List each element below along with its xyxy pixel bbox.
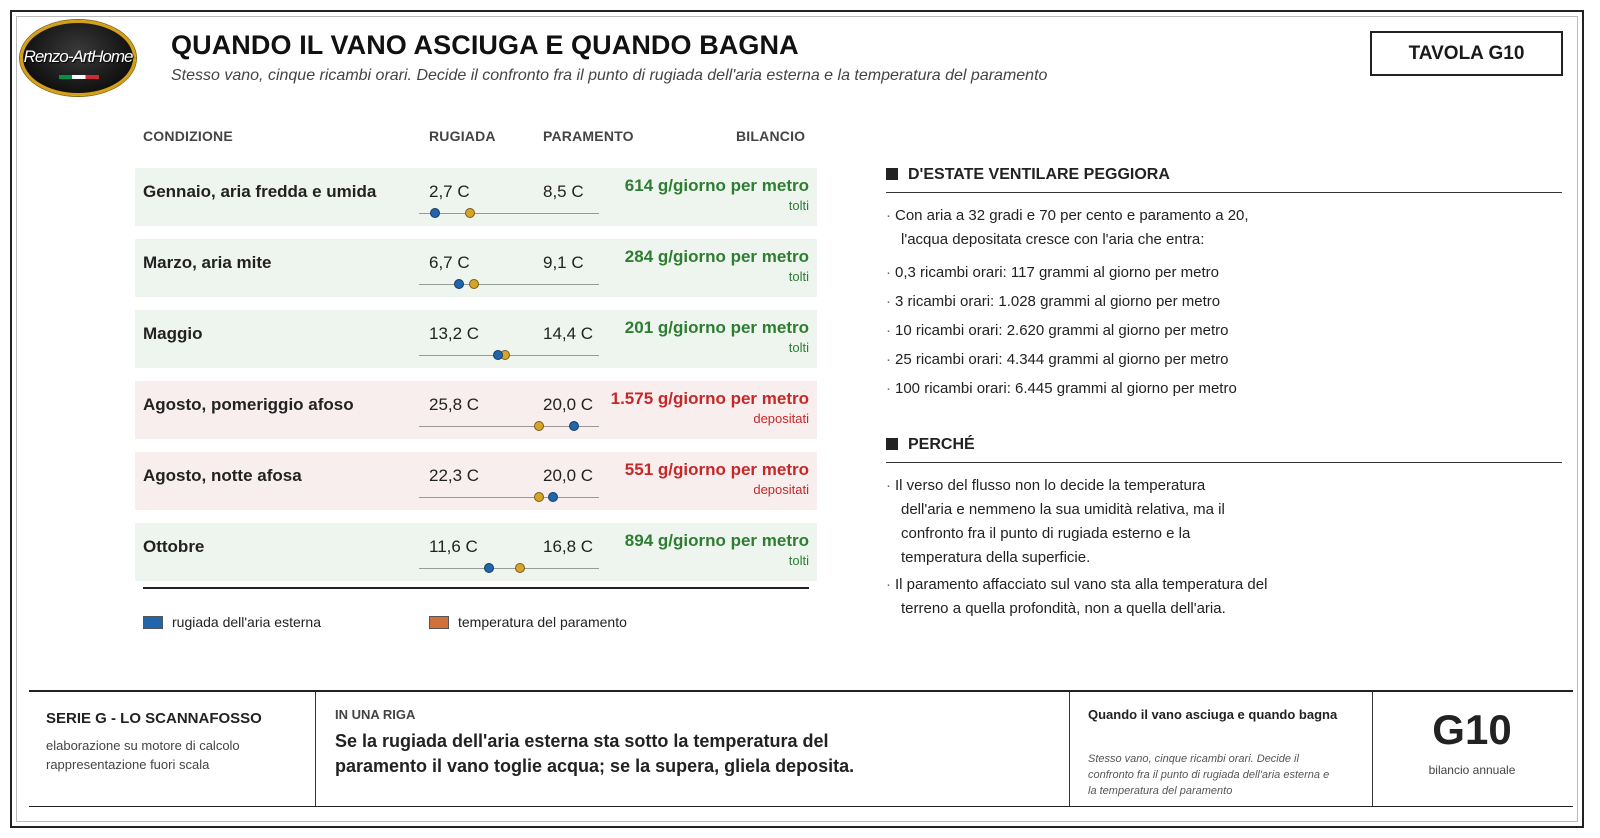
row-balance: 551 g/giorno per metro	[624, 460, 809, 479]
why-paragraph-line: · Il paramento affacciato sul vano sta alla temperatura del	[886, 576, 1268, 593]
wall-temperature-dot	[534, 421, 544, 431]
footer-note-2: rappresentazione fuori scala	[46, 757, 210, 772]
why-heading-text: PERCHÉ	[908, 436, 975, 453]
table-row	[135, 381, 817, 439]
page-title: QUANDO IL VANO ASCIUGA E QUANDO BAGNA	[171, 30, 799, 60]
page-subtitle: Stesso vano, cinque ricambi orari. Decide il confronto fra il punto di rugiada dell'aria esterna e la temperatura del paramento	[171, 67, 1048, 84]
wall-temperature-dot	[465, 208, 475, 218]
wall-temperature-dot	[515, 563, 525, 573]
footer-bottom-rule	[29, 806, 1573, 807]
wall-temperature-dot	[469, 279, 479, 289]
row-balance: 614 g/giorno per metro	[624, 176, 809, 195]
footer-riga-heading: IN UNA RIGA	[335, 707, 416, 722]
row-label: Agosto, notte afosa	[143, 466, 302, 485]
list-item: · 0,3 ricambi orari: 117 grammi al giorno per metro	[886, 264, 1220, 281]
table-row	[135, 239, 817, 297]
footer-riga-text: Se la rugiada dell'aria esterna sta sotto la temperatura del paramento il vano toglie acqua; se la supera, gliela deposita.	[335, 731, 855, 776]
why-paragraph-line: dell'aria e nemmeno la sua umidità relativa, ma il	[901, 501, 1225, 518]
table-row	[135, 168, 817, 226]
row-label: Maggio	[143, 324, 203, 343]
square-bullet-icon	[886, 438, 898, 450]
footer-series: SERIE G - LO SCANNAFOSSO	[46, 710, 262, 727]
footer-code: G10	[1432, 706, 1512, 753]
row-dew-value: 22,3 C	[429, 466, 480, 485]
row-balance-note: depositati	[753, 411, 809, 426]
flag-stripe-icon	[59, 75, 99, 79]
footer-divider	[315, 692, 316, 806]
why-rule	[886, 462, 1562, 463]
column-header-wall: PARAMENTO	[543, 128, 634, 144]
row-wall-value: 9,1 C	[543, 253, 584, 272]
list-item: · 100 ricambi orari: 6.445 grammi al giorno per metro	[886, 380, 1237, 397]
legend-swatch-dew	[143, 616, 163, 629]
why-paragraph-line: · Il verso del flusso non lo decide la temperatura	[886, 477, 1206, 494]
footer-note-1: elaborazione su motore di calcolo	[46, 738, 240, 753]
row-balance-note: depositati	[753, 482, 809, 497]
logo	[20, 20, 136, 96]
row-balance: 1.575 g/giorno per metro	[610, 389, 809, 408]
row-wall-value: 14,4 C	[543, 324, 594, 343]
legend-swatch-wall	[429, 616, 449, 629]
wall-temperature-dot	[534, 492, 544, 502]
row-dew-value: 11,6 C	[429, 537, 478, 556]
list-item: · 10 ricambi orari: 2.620 grammi al giorno per metro	[886, 322, 1229, 339]
temperature-track	[419, 497, 599, 498]
row-balance-note: tolti	[788, 198, 809, 213]
row-label: Ottobre	[143, 537, 205, 556]
column-header-condition: CONDIZIONE	[143, 128, 233, 144]
temperature-track	[419, 568, 599, 569]
footer-title: Quando il vano asciuga e quando bagna	[1088, 707, 1338, 722]
row-dew-value: 25,8 C	[429, 395, 480, 414]
dew-point-dot	[454, 279, 464, 289]
footer-subtitle: Stesso vano, cinque ricambi orari. Decide il confronto fra il punto di rugiada dell'aria esterna e la temperatura del paramento	[1088, 753, 1330, 797]
dew-point-dot	[569, 421, 579, 431]
row-label: Agosto, pomeriggio afoso	[143, 395, 354, 414]
footer-top-rule	[29, 690, 1573, 692]
why-paragraph-line: terreno a quella profondità, non a quella dell'aria.	[901, 600, 1226, 617]
dew-point-dot	[548, 492, 558, 502]
row-label: Marzo, aria mite	[143, 253, 272, 272]
row-label: Gennaio, aria fredda e umida	[143, 182, 377, 201]
dew-point-dot	[484, 563, 494, 573]
legend-label-wall: temperatura del paramento	[458, 614, 627, 630]
table-row	[135, 452, 817, 510]
table-bottom-rule	[143, 587, 809, 589]
table-row	[135, 310, 817, 368]
row-dew-value: 2,7 C	[429, 182, 470, 201]
table-row	[135, 523, 817, 581]
row-wall-value: 20,0 C	[543, 395, 594, 414]
row-dew-value: 6,7 C	[429, 253, 470, 272]
summer-heading	[886, 166, 1170, 184]
row-wall-value: 8,5 C	[543, 182, 584, 201]
row-balance-note: tolti	[788, 269, 809, 284]
row-wall-value: 16,8 C	[543, 537, 594, 556]
footer-code-note: bilancio annuale	[1428, 763, 1516, 777]
square-bullet-icon	[886, 168, 898, 180]
summer-intro-cont: l'acqua depositata cresce con l'aria che entra:	[901, 231, 1205, 248]
row-balance: 201 g/giorno per metro	[624, 318, 809, 337]
row-balance: 894 g/giorno per metro	[624, 531, 809, 550]
footer-divider	[1069, 692, 1070, 806]
why-paragraph-line: temperatura della superficie.	[901, 549, 1091, 566]
row-balance-note: tolti	[788, 553, 809, 568]
row-dew-value: 13,2 C	[429, 324, 480, 343]
tavola-badge: TAVOLA G10	[1370, 31, 1563, 76]
temperature-track	[419, 213, 599, 214]
column-header-dew: RUGIADA	[429, 128, 496, 144]
logo-text: Renzo-ArtHome	[23, 47, 133, 66]
list-item: · 25 ricambi orari: 4.344 grammi al giorno per metro	[886, 351, 1229, 368]
summer-intro: · Con aria a 32 gradi e 70 per cento e paramento a 20,	[886, 207, 1249, 224]
dew-point-dot	[430, 208, 440, 218]
why-heading	[886, 436, 975, 454]
row-balance: 284 g/giorno per metro	[624, 247, 809, 266]
summer-heading-text: D'ESTATE VENTILARE PEGGIORA	[908, 166, 1170, 183]
temperature-track	[419, 284, 599, 285]
legend-label-dew: rugiada dell'aria esterna	[172, 614, 321, 630]
row-wall-value: 20,0 C	[543, 466, 594, 485]
column-header-balance: BILANCIO	[736, 128, 806, 144]
list-item: · 3 ricambi orari: 1.028 grammi al giorno per metro	[886, 293, 1221, 310]
row-balance-note: tolti	[788, 340, 809, 355]
why-paragraph-line: confronto fra il punto di rugiada esterno e la	[901, 525, 1191, 542]
summer-rule	[886, 192, 1562, 193]
